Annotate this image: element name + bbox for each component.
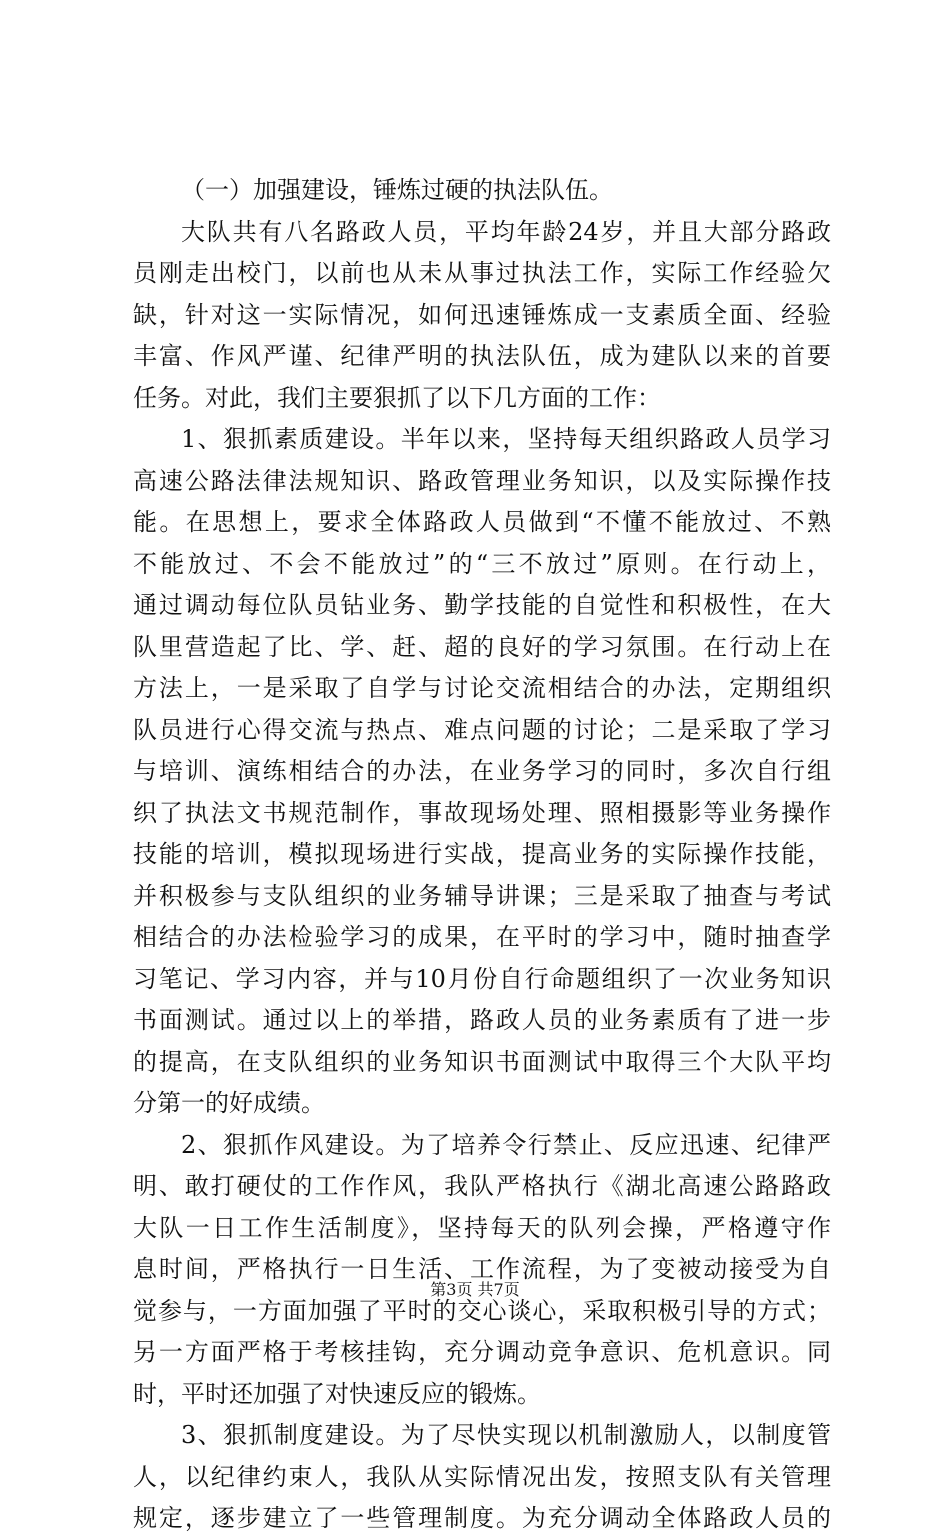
text-line: 任务。对此，我们主要狠抓了以下几方面的工作：: [133, 383, 661, 412]
text-line: 的提高，在支队组织的业务知识书面测试中取得三个大队平均: [133, 1047, 831, 1076]
text-line: 不能放过、不会不能放过”的“三不放过”原则。在行动上，: [133, 549, 831, 578]
text-line: 织了执法文书规范制作，事故现场处理、照相摄影等业务操作: [133, 798, 831, 827]
page-footer: 第3页 共7页: [430, 1280, 520, 1299]
text-line: 丰富、作风严谨、纪律严明的执法队伍，成为建队以来的首要: [133, 342, 831, 370]
text-line: 技能的培训，模拟现场进行实战，提高业务的实际操作技能，: [133, 840, 831, 868]
text-line: 息时间，严格执行一日生活、工作流程，为了变被动接受为自: [133, 1255, 831, 1283]
text-line: 2、狠抓作风建设。为了培养令行禁止、反应迅速、纪律严: [181, 1130, 831, 1159]
text-line: 员刚走出校门，以前也从未从事过执法工作，实际工作经验欠: [133, 259, 831, 287]
text-line: 书面测试。通过以上的举措，路政人员的业务素质有了进一步: [133, 1006, 831, 1034]
text-line: 习笔记、学习内容，并与10月份自行命题组织了一次业务知识: [133, 964, 831, 993]
text-line: （一）加强建设，锤炼过硬的执法队伍。: [181, 176, 613, 204]
text-line: 队员进行心得交流与热点、难点问题的讨论；二是采取了学习: [133, 715, 831, 744]
text-line: 方法上，一是采取了自学与讨论交流相结合的办法，定期组织: [133, 674, 831, 702]
text-line: 能。在思想上，要求全体路政人员做到“不懂不能放过、不熟: [133, 508, 831, 536]
text-line: 大队一日工作生活制度》，坚持每天的队列会操，严格遵守作: [133, 1213, 831, 1242]
text-line: 大队共有八名路政人员，平均年龄24岁，并且大部分路政: [181, 217, 831, 246]
text-line: 相结合的办法检验学习的成果，在平时的学习中，随时抽查学: [133, 923, 831, 951]
text-line: 明、敢打硬仗的工作作风，我队严格执行《湖北高速公路路政: [133, 1172, 831, 1200]
text-line: 队里营造起了比、学、赶、超的良好的学习氛围。在行动上在: [133, 632, 831, 661]
text-line: 并积极参与支队组织的业务辅导讲课；三是采取了抽查与考试: [133, 881, 831, 910]
text-line: 规定，逐步建立了一些管理制度。为充分调动全体路政人员的: [133, 1504, 831, 1532]
text-line: 觉参与，一方面加强了平时的交心谈心，采取积极引导的方式；: [133, 1296, 831, 1325]
text-line: 3、狠抓制度建设。为了尽快实现以机制激励人，以制度管: [181, 1421, 831, 1449]
text-line: 时，平时还加强了对快速反应的锻炼。: [133, 1379, 541, 1408]
text-line: 与培训、演练相结合的办法，在业务学习的同时，多次自行组: [133, 757, 831, 785]
text-line: 通过调动每位队员钻业务、勤学技能的自觉性和积极性，在大: [133, 591, 831, 619]
text-line: 高速公路法律法规知识、路政管理业务知识，以及实际操作技: [133, 466, 831, 495]
text-line: 分第一的好成绩。: [133, 1089, 325, 1117]
text-line: 缺，针对这一实际情况，如何迅速锤炼成一支素质全面、经验: [133, 300, 831, 329]
text-line: 1、狠抓素质建设。半年以来，坚持每天组织路政人员学习: [181, 425, 831, 453]
text-line: 人，以纪律约束人，我队从实际情况出发，按照支队有关管理: [133, 1462, 831, 1491]
document-body: [133, 170, 831, 1540]
text-line: 另一方面严格于考核挂钩，充分调动竞争意识、危机意识。同: [133, 1338, 831, 1366]
